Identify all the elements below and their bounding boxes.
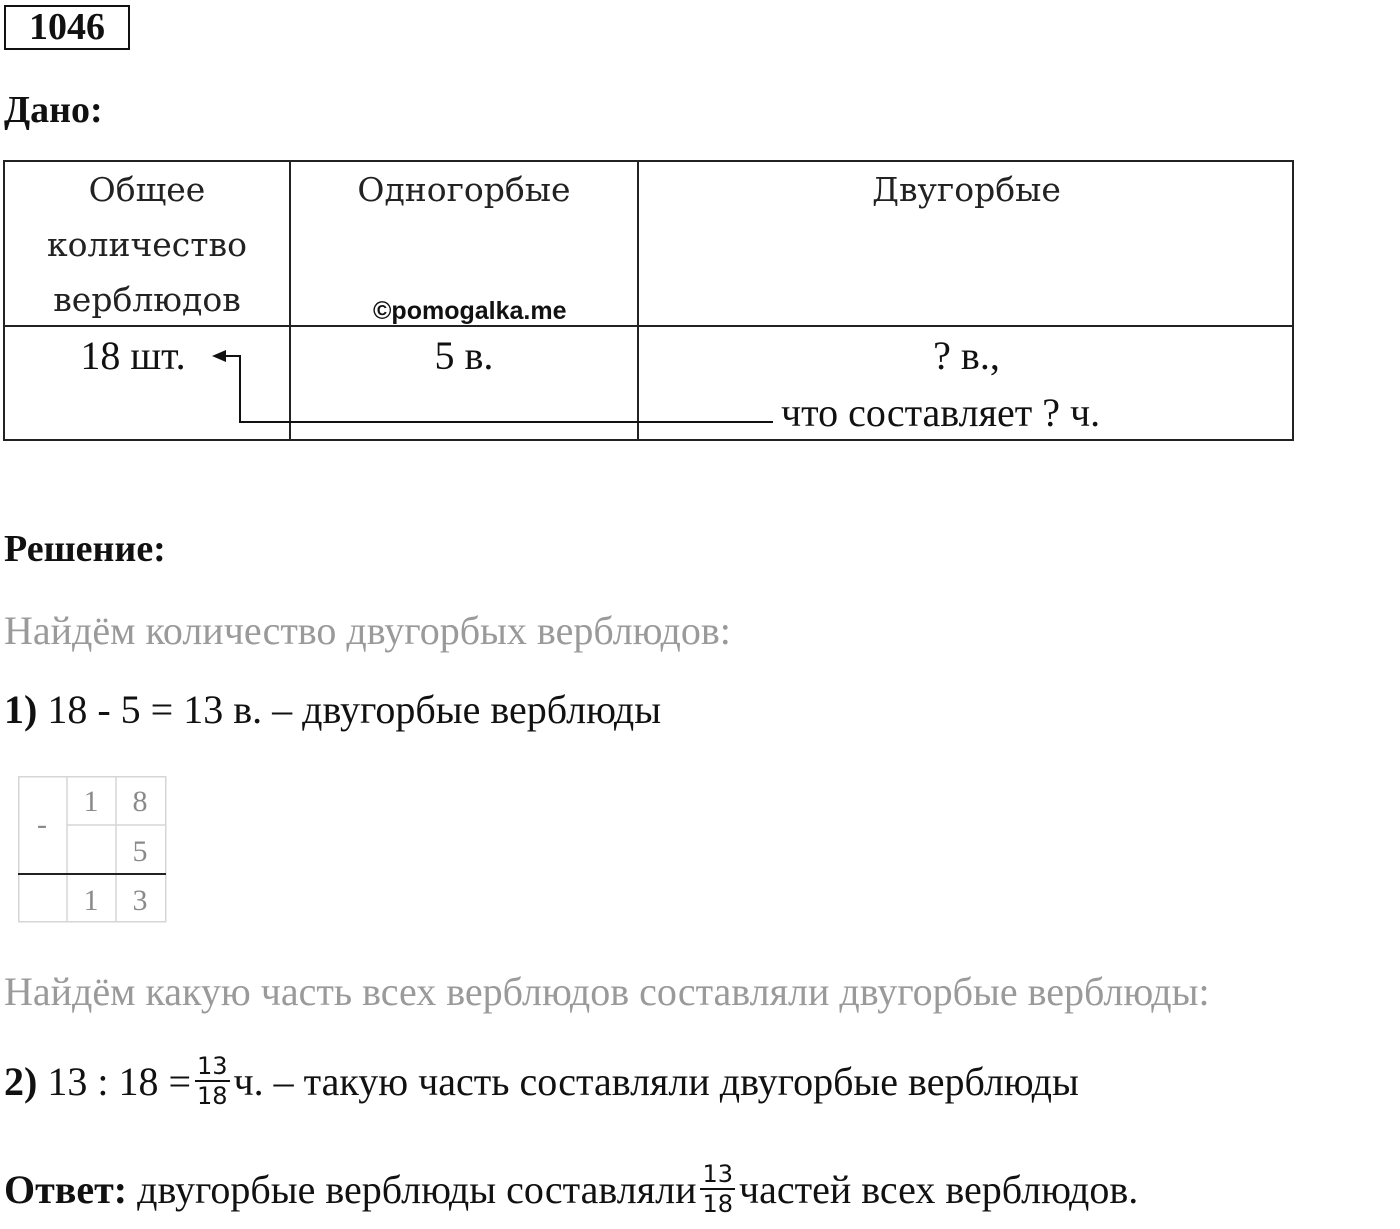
fraction-denominator: 18: [702, 1190, 734, 1218]
given-table: [3, 160, 1294, 441]
step-1-text: 18 - 5 = 13 в. – двугорбые верблюды: [47, 687, 662, 732]
header-total-line: количество: [47, 225, 247, 264]
answer: [4, 1153, 1138, 1225]
hint-2: Найдём какую часть всех верблюдов составляли двугорбые верблюды:: [4, 969, 1210, 1014]
answer-text-after: частей всех верблюдов.: [739, 1166, 1139, 1212]
step-1: [4, 686, 661, 733]
fraction-numerator: 13: [197, 1052, 228, 1080]
step-2-lhs: 13 : 18 =: [47, 1058, 191, 1104]
step-2-number: 2): [4, 1058, 38, 1104]
fraction-numerator: 13: [702, 1160, 734, 1188]
value-total: [5, 332, 289, 379]
hint-1: Найдём количество двугорбых верблюдов:: [4, 608, 731, 653]
header-one-hump: Одногорбые: [357, 170, 571, 209]
answer-text-before: двугорбые верблюды составляли: [137, 1166, 697, 1212]
fraction-denominator: 18: [197, 1082, 228, 1110]
header-two-hump: Двугорбые: [872, 170, 1061, 209]
answer-label: Ответ:: [4, 1166, 128, 1212]
header-total-line: Общее: [88, 170, 206, 209]
fraction: [195, 1052, 230, 1110]
value-one-hump: 5 в.: [434, 333, 494, 378]
digit: 5: [132, 835, 148, 868]
digit: 1: [83, 785, 99, 818]
task-number: 1046: [4, 5, 130, 50]
value-two-hump-fraction: что составляет ? ч.: [781, 390, 1101, 435]
watermark: ©pomogalka.me: [373, 297, 567, 325]
value-two-hump-count: ? в.,: [933, 333, 1000, 378]
value-total-text: 18 шт.: [80, 333, 186, 378]
digit: 3: [132, 884, 148, 917]
minus-sign: -: [37, 808, 47, 841]
column-subtraction: [18, 776, 168, 924]
header-total: [5, 162, 289, 327]
header-total-line: верблюдов: [53, 280, 241, 319]
step-2-rhs: ч. – такую часть составляли двугорбые верблюды: [233, 1058, 1079, 1104]
fraction: [700, 1160, 735, 1218]
step-1-number: 1): [4, 687, 38, 732]
step-2: [4, 1046, 1079, 1116]
digit: 1: [83, 884, 99, 917]
solution-heading: Решение:: [4, 528, 166, 570]
given-heading: Дано:: [4, 89, 103, 131]
digit: 8: [132, 785, 148, 818]
